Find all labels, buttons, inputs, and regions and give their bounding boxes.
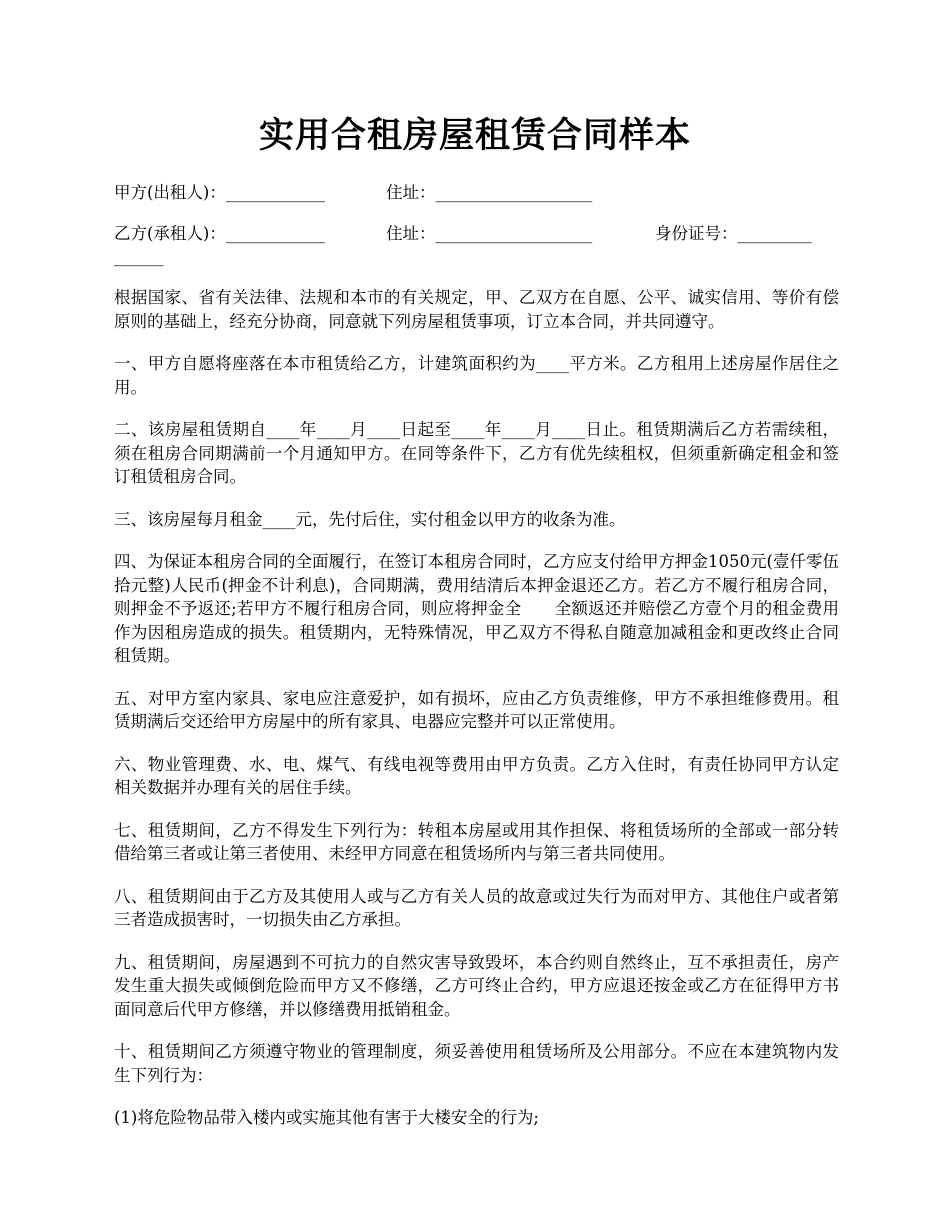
contract-body	[114, 286, 839, 1149]
paragraph-clause-5: 五、对甲方室内家具、家电应注意爱护，如有损坏，应由乙方负责维修，甲方不承担维修费用。租赁期满后交还给甲方房屋中的所有家具、电器应完整并可以正常使用。	[114, 688, 839, 731]
party-b-id-number: 身份证号：_________	[655, 224, 812, 243]
paragraph-clause-6: 六、物业管理费、水、电、煤气、有线电视等费用由甲方负责。乙方入住时，有责任协同甲方认定相关数据并办理有关的居住手续。	[114, 754, 839, 797]
paragraph-clause-4: 四、为保证本租房合同的全面履行，在签订本租房合同时，乙方应支付给甲方押金1050元(壹仟零伍拾元整)人民币(押金不计利息)，合同期满，费用结清后本押金退还乙方。若乙方不履行租房合同，则押金不予返还;若甲方不履行租房合同，则应将押金全 全额返还并赔偿乙方壹个月的租金费用作为因租房造成的损失。租赁期内，无特殊情况，甲乙双方不得私自随意加减租金和更改终止合同租赁期。	[114, 552, 839, 665]
paragraph-clause-1: 一、甲方自愿将座落在本市租赁给乙方，计建筑面积约为____平方米。乙方租用上述房屋作居住之用。	[114, 354, 839, 397]
paragraph-clause-9: 九、租赁期间，房屋遇到不可抗力的自然灾害导致毁坏，本合约则自然终止，互不承担责任，房产发生重大损失或倾倒危险而甲方又不修缮，乙方可终止合约，甲方应退还按金或乙方在征得甲方书面同意后代甲方修缮，并以修缮费用抵销租金。	[114, 952, 839, 1019]
paragraph-clause-10-item-1: (1)将危险物品带入楼内或实施其他有害于大楼安全的行为;	[114, 1108, 539, 1127]
paragraph-clause-2: 二、该房屋租赁期自____年____月____日起至____年____月____日止。租赁期满后乙方若需续租，须在租房合同期满前一个月通知甲方。在同等条件下，乙方有优先续租权，但须重新确定租金和签订租赁租房合同。	[114, 420, 839, 486]
paragraph-clause-3: 三、该房屋每月租金____元，先付后住，实付租金以甲方的收条为准。	[114, 509, 626, 529]
party-b-id-number-continued: ______	[114, 247, 164, 266]
paragraph-clause-10: 十、租赁期间乙方须遵守物业的管理制度，须妥善使用租赁场所及公用部分。不应在本建筑物内发生下列行为：	[114, 1042, 839, 1085]
party-b-label: 乙方(承租人)：____________	[114, 224, 325, 243]
paragraph-preamble: 根据国家、省有关法律、法规和本市的有关规定，甲、乙双方在自愿、公平、诚实信用、等价有偿原则的基础上，经充分协商，同意就下列房屋租赁事项，订立本合同，并共同遵守。	[114, 288, 839, 331]
party-a-label: 甲方(出租人)：____________	[114, 183, 325, 202]
party-b-address: 住址：___________________	[386, 224, 593, 243]
party-b-line	[114, 222, 839, 270]
paragraph-clause-7: 七、租赁期间，乙方不得发生下列行为：转租本房屋或用其作担保、将租赁场所的全部或一部分转借给第三者或让第三者使用、未经甲方同意在租赁场所内与第三者共同使用。	[114, 820, 839, 863]
party-a-line	[114, 181, 839, 205]
paragraph-clause-8: 八、租赁期间由于乙方及其使用人或与乙方有关人员的故意或过失行为而对甲方、其他住户或者第三者造成损害时，一切损失由乙方承担。	[114, 886, 839, 929]
party-a-address: 住址：___________________	[386, 183, 593, 202]
document-title: 实用合租房屋租赁合同样本	[258, 115, 691, 156]
